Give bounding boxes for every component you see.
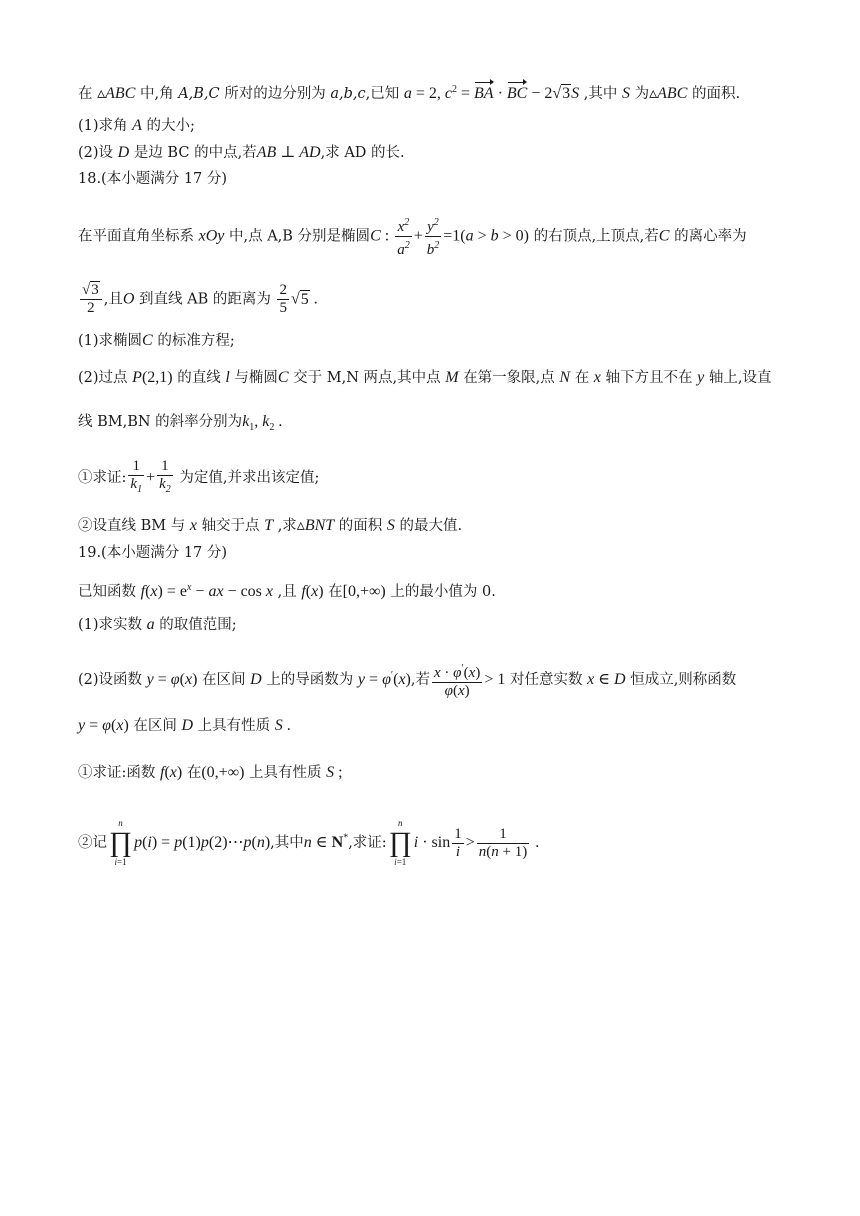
text: 在区间 [202,672,246,688]
p19-q1: (1)求实数 a 的取值范围; [78,616,237,633]
text: 为定值,并求出该定值; [179,470,320,486]
text: 已知函数 [78,583,136,600]
text: 到直线 AB 的距离为 [139,291,271,308]
text: 线 BM,BN 的斜率分别为 [78,414,243,430]
text: ,求 AD 的长. [320,145,405,161]
p18-intro: 在平面直角坐标系 xOy 中,点 A,B 分别是椭圆C : $\frac{x^2}{a^2}$ + $\frac{y^2}{b^2}$ =1(a > b > 0) 的右顶点,上顶点,若C 的离心率为 [78,214,800,259]
text: 上的最小值为 0. [390,583,496,600]
text: (1)求实数 [78,617,143,633]
text: 的最大值. [399,518,463,534]
fraction: $\frac{2}{5}$ [279,282,287,316]
p18-q1: (1)求椭圆C 的标准方程; [78,332,235,349]
fraction: $\frac{x \cdot \varphi'(x)}{\varphi(x)}$ [432,660,482,700]
problem-header: 18.(本小题满分 17 分) [78,171,228,187]
text: 的面积 [338,518,383,534]
p17-q1: (1)求角 A 的大小; [78,117,195,134]
text: (2)过点 [78,370,128,386]
product-symbol: n ∏ i=1 [109,818,133,867]
text: 上的导函数为 [266,672,354,688]
text: ,已知 [365,85,400,102]
text: a,b,c [330,85,366,102]
p19-s1: ①求证:函数 f(x) 在(0,+∞) 上具有性质 S ; [78,764,343,781]
text: (1)求椭圆 [78,333,143,349]
product-symbol: n ∏ i=1 [388,818,412,867]
text: (2)设 [78,145,114,161]
p18-header [78,169,800,189]
text: ①求证:函数 [78,765,156,781]
text: 在 [574,370,590,386]
text: 的直线 [177,370,221,386]
text: ,且 [277,583,297,600]
text: (2)设函数 [78,672,143,688]
text: 恒成立,则称函数 [630,672,737,688]
text: ,且 [103,291,123,308]
text: 对任意实数 [509,672,583,688]
text: 轴交于点 [201,518,260,534]
text: 的大小; [146,118,195,134]
p19-header [78,543,800,563]
text: 与椭圆 [234,370,278,386]
p18-s1: ①求证: $\frac{1}{k_1}$ + $\frac{1}{k_2}$ 为定值,并求出该定值; [78,458,800,498]
text: 为 [634,85,650,102]
text: ,求 [277,518,297,534]
text: 在 [78,85,93,102]
text: 的标准方程; [157,333,235,349]
p17-intro: 在 ▵ABC 中,角 A,B,C 所对的边分别为 a,b,c,已知 a = 2, $c^2$ = BA · BC − 2√3S ,其中 S 为▵ABC 的面积. [78,84,741,102]
text: ①求证: [78,470,127,486]
p17-q2: (2)设 D 是边 BC 的中点,若AB ⊥ AD,求 AD 的长. [78,144,405,161]
p19-q2: (2)设函数 y = φ(x) 在区间 D 上的导函数为 y = φ′(x),若 $\frac{x \cdot \varphi'(x)}{\varphi(x)}$ > 1 对任意实数 x ∈ D 恒成立,则称函数 [78,660,800,700]
text: ②记 [78,835,107,851]
text: 轴下方且不在 [605,370,693,386]
fraction: $\frac{1}{k_1}$ [130,458,143,495]
p18-q2-line2: 线 BM,BN 的斜率分别为$k_1$, $k_2$ . [78,413,283,433]
text: 中,点 A,B 分别是椭圆 [228,228,371,245]
text: (1)求角 [78,118,128,134]
text: 所对的边分别为 [219,85,331,102]
p19-intro: 已知函数 $f(x) = e^x$ − ax − cos x ,且 f(x) 在[0,+∞) 上的最小值为 0. [78,582,496,600]
p18-intro-line2: $\frac{√3}{2}$ ,且O 到直线 AB 的距离为 $\frac{2}{5}$ √5 . [82,282,318,316]
text: 的离心率为 [674,228,747,245]
fraction: $\frac{1}{k_2}$ [159,458,171,495]
text: ,其中 [270,835,304,851]
fraction: $\frac{1}{n(n + 1)}$ [478,825,528,860]
text: 交于 M,N 两点,其中点 [293,370,441,386]
text: A,B,C [178,85,220,102]
text: ,求证: [348,835,387,851]
text: 轴上,设直 [708,370,772,386]
fraction: $\frac{x^2}{a^2}$ [395,214,412,259]
text: ②设直线 BM 与 [78,518,186,534]
text: ,若 [410,672,430,688]
fraction: $\frac{1}{i}$ [454,825,462,860]
fraction: $\frac{y^2}{b^2}$ [425,214,442,259]
text: 上具有性质 [197,718,271,734]
text: ,其中 [583,85,618,102]
p18-q2: (2)过点 P(2,1) 的直线 l 与椭圆C 交于 M,N 两点,其中点 M 在第一象限,点 N 在 x 轴下方且不在 y 轴上,设直 [78,369,772,386]
text: 在平面直角坐标系 [78,228,194,245]
text: 在区间 [133,718,177,734]
text: 的右顶点,上顶点,若 [533,228,659,245]
p19-q2-line2: y = φ(x) 在区间 D 上具有性质 S . [78,717,291,734]
text: 在 [186,765,202,781]
text: 的取值范围; [159,617,237,633]
text: 在 [328,583,343,600]
fraction: $\frac{√3}{2}$ [80,282,102,317]
text: 中,角 [139,85,179,102]
problem-header: 19.(本小题满分 17 分) [78,545,228,561]
text: 的面积. [691,85,741,102]
text: 上具有性质 [249,765,322,781]
p19-s2: ②记 n ∏ i=1 p(i) = p(1)p(2)⋯p(n),其中n ∈ N*,求证: n ∏ i=1 i · sin $\frac{1}{i}$ > $\frac{1}{n(n + 1)}$ . [78,818,540,867]
text: 在第一象限,点 [463,370,555,386]
p18-s2: ②设直线 BM 与 x 轴交于点 T ,求▵BNT 的面积 S 的最大值. [78,517,463,534]
text: 是边 BC 的中点,若 [133,145,257,161]
